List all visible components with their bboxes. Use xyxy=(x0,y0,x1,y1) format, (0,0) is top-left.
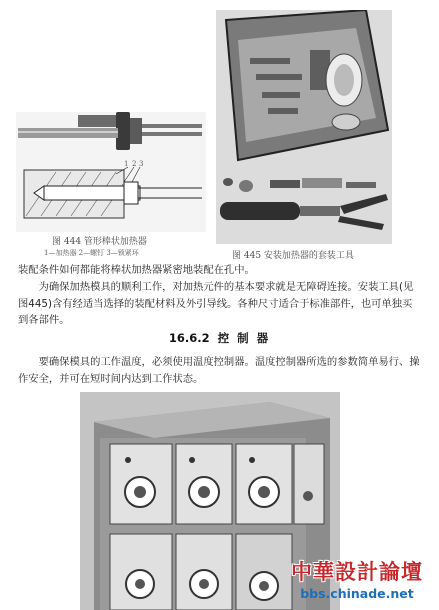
figure-445-caption: 图 445 安装加热器的套装工具 xyxy=(232,251,354,261)
paragraph-3: 要确保模具的工作温度，必须使用温度控制器。温度控制器所选的参数简单易行、操作安全，并可在短时间内达到工作状态。 xyxy=(18,356,420,385)
figure-444-caption: 图 444 管形棒状加热器 xyxy=(52,237,147,247)
watermark-title: 中華設計論壇 xyxy=(291,560,423,584)
cartridge-heater-illustration xyxy=(16,112,206,232)
figure-444-legend: 1—加热器 2—螺钉 3—锁紧环 xyxy=(44,249,139,257)
section-title: 控 制 器 xyxy=(217,331,271,345)
tool-kit-photo xyxy=(216,10,392,244)
part-label-2: 2 xyxy=(132,160,137,168)
part-label-3: 3 xyxy=(139,160,144,168)
watermark-url: bbs.chinade.net xyxy=(300,586,414,601)
figure-445-image xyxy=(216,10,392,244)
paragraph-1: 装配条件如何都能将棒状加热器紧密地装配在孔中。 xyxy=(18,264,255,276)
paragraph-2: 为确保加热模具的顺利工作，对加热元件的基本要求就是无障碍连接。安装工具(见图445)含有经适当选择的装配材料及外引导线。各种尺寸适合于标准部件，也可单独买到各部件。 xyxy=(18,281,414,326)
watermark xyxy=(282,556,432,608)
figure-444-image xyxy=(16,112,206,232)
section-heading xyxy=(0,330,439,346)
section-number: 16.6.2 xyxy=(168,331,210,345)
part-label-1: 1 xyxy=(124,160,129,168)
